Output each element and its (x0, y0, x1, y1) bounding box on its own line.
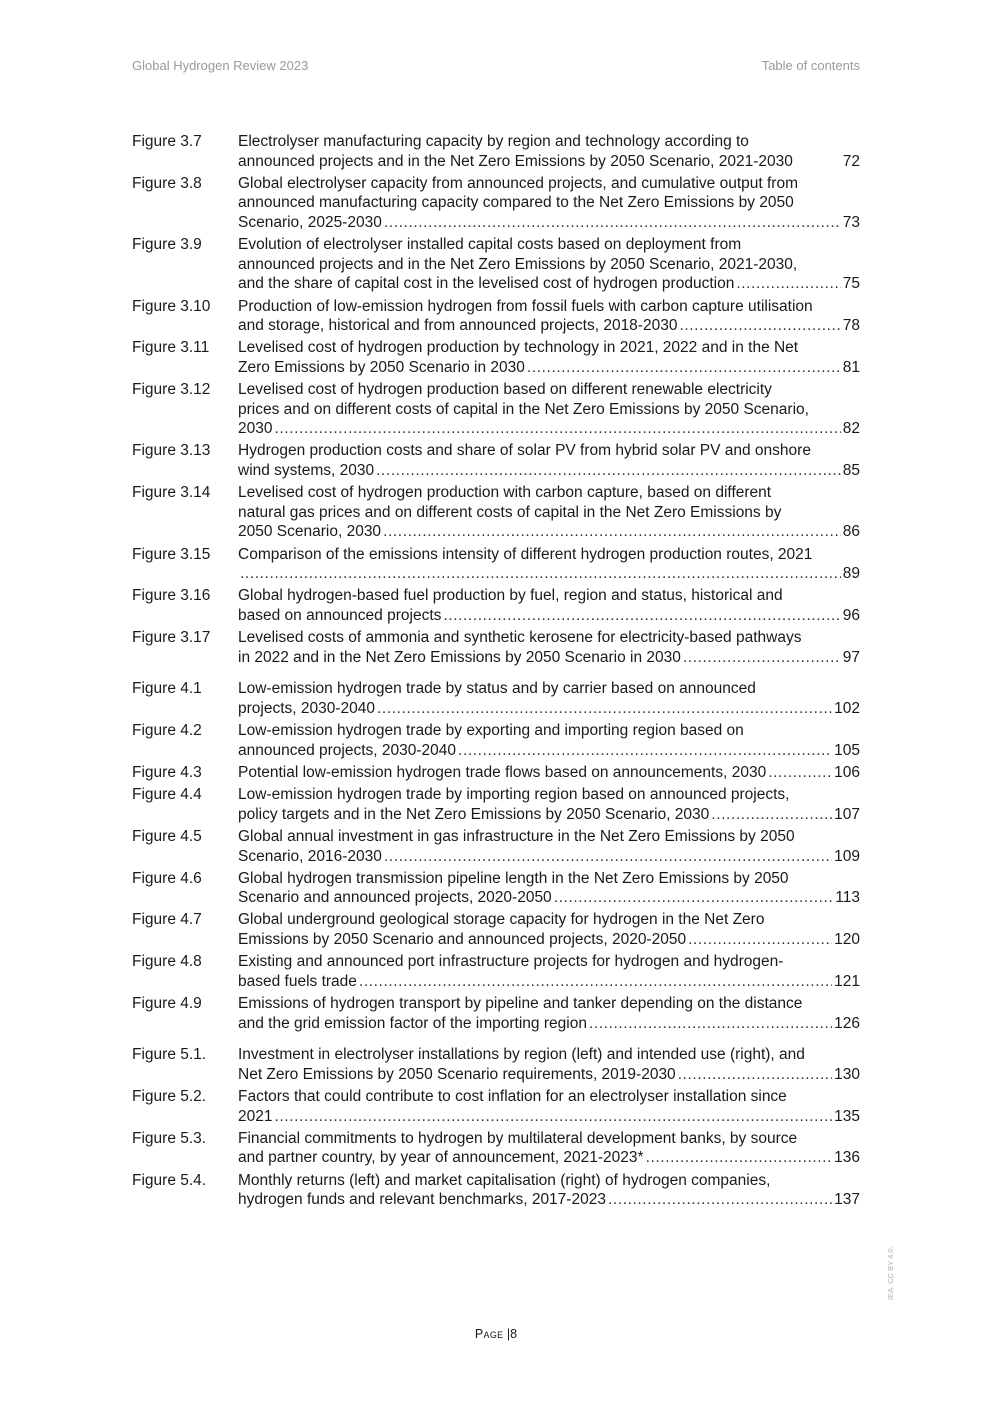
toc-entry[interactable] (132, 338, 860, 377)
figure-number: Figure 4.2 (132, 722, 202, 740)
figure-title (238, 763, 860, 783)
running-header-title: Global Hydrogen Review 2023 (132, 58, 309, 73)
title-last-line: Scenario and announced projects, 2020-2050 (238, 889, 552, 907)
toc-entry[interactable] (132, 1129, 860, 1168)
title-line: Levelised cost of hydrogen production with carbon capture, based on different (238, 484, 772, 502)
toc-entry[interactable] (132, 483, 860, 542)
title-last-line: Net Zero Emissions by 2050 Scenario requirements, 2019-2030 (238, 1065, 676, 1083)
title-line: Production of low-emission hydrogen from fossil fuels with carbon capture utilisation (238, 297, 813, 315)
figure-title (238, 441, 860, 480)
page-reference[interactable]: 126 (834, 1014, 860, 1032)
dot-leader (274, 1107, 832, 1127)
title-line: Global hydrogen-based fuel production by fuel, region and status, historical and (238, 587, 783, 605)
figure-number: Figure 3.17 (132, 629, 211, 647)
toc-entry[interactable] (132, 1171, 860, 1210)
figure-title (238, 869, 860, 908)
figure-title (238, 994, 860, 1033)
dot-leader (527, 358, 841, 378)
page-reference[interactable]: 78 (842, 317, 860, 335)
dot-leader (274, 419, 840, 439)
title-last-line: Emissions by 2050 Scenario and announced projects, 2020-2050 (238, 931, 687, 949)
figure-number: Figure 3.11 (132, 339, 210, 357)
title-line: Monthly returns (left) and market capitalisation (right) of hydrogen companies, (238, 1171, 771, 1189)
title-last-line: projects, 2030-2040 (238, 699, 376, 717)
page-reference[interactable]: 73 (842, 213, 860, 231)
page-reference[interactable]: 102 (834, 699, 860, 717)
title-line: Low-emission hydrogen trade by exporting and importing region based on (238, 722, 744, 740)
title-line: Emissions of hydrogen transport by pipeline and tanker depending on the distance (238, 995, 803, 1013)
title-line: Financial commitments to hydrogen by multilateral development banks, by source (238, 1129, 798, 1147)
page-reference[interactable]: 109 (834, 847, 860, 865)
page-reference[interactable]: 105 (834, 741, 860, 759)
toc-entry[interactable] (132, 721, 860, 760)
title-line: prices and on different costs of capital in the Net Zero Emissions by 2050 Scenario, (238, 400, 809, 418)
title-line: Global underground geological storage capacity for hydrogen in the Net Zero (238, 911, 765, 929)
toc-entry[interactable] (132, 785, 860, 824)
title-last-line: and storage, historical and from announced projects, 2018-2030 (238, 317, 678, 335)
title-line: Levelised cost of hydrogen production by technology in 2021, 2022 and in the Net (238, 339, 799, 357)
page-reference[interactable]: 82 (842, 420, 860, 438)
figure-number: Figure 4.1 (132, 680, 202, 698)
figure-title (238, 380, 860, 439)
running-header-section: Table of contents (761, 58, 860, 73)
page-reference[interactable]: 106 (834, 763, 860, 781)
toc-entry[interactable] (132, 994, 860, 1033)
figure-number: Figure 5.2. (132, 1088, 207, 1105)
page-label: Page (474, 1327, 504, 1341)
figure-title (238, 952, 860, 991)
figure-number: Figure 3.14 (132, 484, 211, 502)
toc-entry[interactable] (132, 869, 860, 908)
title-line: Low-emission hydrogen trade by status and by carrier based on announced (238, 680, 756, 698)
figure-number: Figure 5.1. (132, 1046, 207, 1064)
title-last-line: 2030 (238, 420, 273, 438)
title-line: natural gas prices and on different costs of capital in the Net Zero Emissions by (238, 503, 782, 521)
toc-entry[interactable] (132, 441, 860, 480)
dot-leader (768, 763, 832, 783)
figure-number: Figure 3.12 (132, 381, 211, 399)
page-reference[interactable]: 120 (834, 931, 860, 949)
title-last-line: 2021 (238, 1107, 273, 1125)
toc-entry[interactable] (132, 628, 860, 667)
page-reference[interactable]: 135 (834, 1107, 860, 1125)
figure-title (238, 545, 860, 584)
figure-title (238, 910, 860, 949)
title-last-line: announced projects, 2030-2040 (238, 741, 457, 759)
page-reference[interactable]: 96 (842, 607, 860, 624)
title-last-line: based on announced projects (238, 607, 442, 624)
figure-number: Figure 4.9 (132, 995, 202, 1013)
toc-entry[interactable] (132, 380, 860, 439)
figure-title (238, 1045, 860, 1084)
figure-title (238, 785, 860, 824)
figure-number: Figure 3.16 (132, 587, 211, 605)
figure-title (238, 297, 860, 336)
title-line: Global hydrogen transmission pipeline length in the Net Zero Emissions by 2050 (238, 869, 789, 887)
dot-leader (458, 741, 832, 761)
title-line: announced projects and in the Net Zero Emissions by 2050 Scenario, 2021-2030, (238, 255, 798, 273)
dot-leader (443, 606, 840, 626)
title-last-line: and partner country, by year of announcement, 2021-2023* (238, 1149, 644, 1167)
page-reference[interactable]: 89 (842, 565, 860, 583)
figure-title (238, 827, 860, 866)
figure-title (238, 483, 860, 542)
dot-leader (359, 972, 832, 992)
page-reference[interactable]: 136 (834, 1149, 860, 1167)
dot-leader (377, 699, 832, 719)
figure-number: Figure 4.4 (132, 786, 202, 804)
license-note: IEA. CC BY 4.0. (886, 1246, 895, 1300)
toc-entry[interactable] (132, 827, 860, 866)
figure-title (238, 1171, 860, 1210)
title-line: announced manufacturing capacity compared to the Net Zero Emissions by 2050 (238, 194, 794, 212)
title-line: Levelised cost of hydrogen production based on different renewable electricity (238, 381, 772, 399)
title-line: Evolution of electrolyser installed capital costs based on deployment from (238, 236, 742, 254)
title-line: Factors that could contribute to cost inflation for an electrolyser installation since (238, 1088, 787, 1105)
title-last-line: hydrogen funds and relevant benchmarks, 2017-2023 (238, 1191, 606, 1209)
page-number: 8 (510, 1327, 518, 1341)
dot-leader (679, 316, 840, 336)
toc-entry[interactable] (132, 763, 860, 783)
title-last-line: 2050 Scenario, 2030 (238, 523, 382, 541)
figure-title (238, 1087, 860, 1126)
dot-leader (383, 522, 841, 542)
title-last-line: policy targets and in the Net Zero Emissions by 2050 Scenario, 2030 (238, 805, 710, 823)
page-reference[interactable]: 75 (842, 275, 860, 293)
toc-entry[interactable] (132, 132, 860, 171)
figure-title (238, 174, 860, 233)
figure-number: Figure 3.9 (132, 236, 202, 254)
figure-number: Figure 3.10 (132, 297, 211, 315)
page-reference[interactable]: 85 (842, 462, 860, 480)
figure-number: Figure 4.3 (132, 763, 202, 781)
title-last-line: Scenario, 2025-2030 (238, 213, 382, 231)
dot-leader (376, 461, 841, 481)
title-line: Hydrogen production costs and share of solar PV from hybrid solar PV and onshore (238, 442, 811, 460)
page-reference[interactable]: 137 (834, 1191, 860, 1209)
dot-leader (678, 1065, 832, 1085)
page-reference[interactable]: 81 (842, 358, 860, 376)
page-reference[interactable]: 113 (835, 889, 860, 907)
figure-number: Figure 3.7 (132, 133, 202, 150)
toc-entry[interactable] (132, 545, 860, 584)
title-line: Investment in electrolyser installations by region (left) and intended use (right), and (238, 1046, 805, 1064)
dot-leader (736, 274, 840, 294)
title-line: Global annual investment in gas infrastructure in the Net Zero Emissions by 2050 (238, 827, 795, 845)
toc-entry[interactable] (132, 174, 860, 233)
dot-leader (384, 847, 832, 867)
figure-title (238, 132, 860, 171)
figure-title (238, 628, 860, 667)
title-last-line: Potential low-emission hydrogen trade flows based on announcements, 2030 (238, 763, 767, 781)
figure-number: Figure 4.5 (132, 827, 202, 845)
toc-entry[interactable] (132, 952, 860, 991)
dot-leader (554, 888, 834, 908)
figure-title (238, 1129, 860, 1168)
page-separator: | (506, 1327, 511, 1341)
dot-leader (646, 1148, 833, 1168)
title-last-line: and the share of capital cost in the levelised cost of hydrogen production (238, 275, 735, 293)
page-footer (0, 1327, 992, 1341)
title-line: Low-emission hydrogen trade by importing region based on announced projects, (238, 786, 790, 804)
figure-title (238, 586, 860, 625)
figure-title (238, 721, 860, 760)
toc-entry[interactable] (132, 1045, 860, 1084)
figure-title (238, 679, 860, 718)
dot-leader (683, 648, 841, 668)
toc-entry[interactable] (132, 910, 860, 949)
toc-entry[interactable] (132, 586, 860, 625)
title-last-line: Scenario, 2016-2030 (238, 847, 382, 865)
dot-leader (384, 213, 841, 233)
figure-title (238, 338, 860, 377)
toc-entry[interactable] (132, 297, 860, 336)
figure-number: Figure 5.4. (132, 1171, 207, 1189)
toc-entry[interactable] (132, 679, 860, 718)
page-reference[interactable]: 107 (834, 805, 860, 823)
dot-leader (589, 1014, 832, 1034)
figure-title (238, 235, 860, 294)
title-last-line: Zero Emissions by 2050 Scenario in 2030 (238, 358, 525, 376)
page-reference[interactable]: 130 (834, 1065, 860, 1083)
figure-number: Figure 4.8 (132, 953, 202, 971)
title-line: Global electrolyser capacity from announced projects, and cumulative output from (238, 174, 799, 192)
title-last-line: based fuels trade (238, 972, 357, 990)
figure-number: Figure 3.13 (132, 442, 211, 460)
title-line: Existing and announced port infrastructure projects for hydrogen and hydrogen- (238, 953, 784, 971)
toc-entry[interactable] (132, 1087, 860, 1126)
title-line: Electrolyser manufacturing capacity by region and technology according to (238, 133, 749, 150)
page-reference[interactable]: 97 (842, 648, 860, 666)
dot-leader (608, 1190, 832, 1210)
title-last-line: in 2022 and in the Net Zero Emissions by 2050 Scenario in 2030 (238, 648, 681, 666)
figure-number: Figure 4.6 (132, 869, 202, 887)
dot-leader (688, 930, 832, 950)
figure-number: Figure 5.3. (132, 1129, 207, 1147)
title-last-line: and the grid emission factor of the importing region (238, 1014, 587, 1032)
title-line: Comparison of the emissions intensity of different hydrogen production routes, 2021 (238, 545, 813, 563)
list-of-figures (132, 132, 860, 1212)
dot-leader (711, 805, 832, 825)
dot-leader (240, 564, 841, 584)
figure-number: Figure 4.7 (132, 911, 202, 929)
page-reference[interactable]: 72 (842, 152, 860, 170)
page-reference[interactable]: 121 (834, 972, 860, 990)
toc-entry[interactable] (132, 235, 860, 294)
figure-number: Figure 3.15 (132, 545, 211, 563)
title-line: Levelised costs of ammonia and synthetic kerosene for electricity-based pathways (238, 629, 802, 647)
title-last-line: announced projects and in the Net Zero Emissions by 2050 Scenario, 2021-2030 (238, 152, 793, 170)
title-last-line: wind systems, 2030 (238, 462, 375, 480)
page-reference[interactable]: 86 (842, 523, 860, 541)
figure-number: Figure 3.8 (132, 174, 202, 192)
